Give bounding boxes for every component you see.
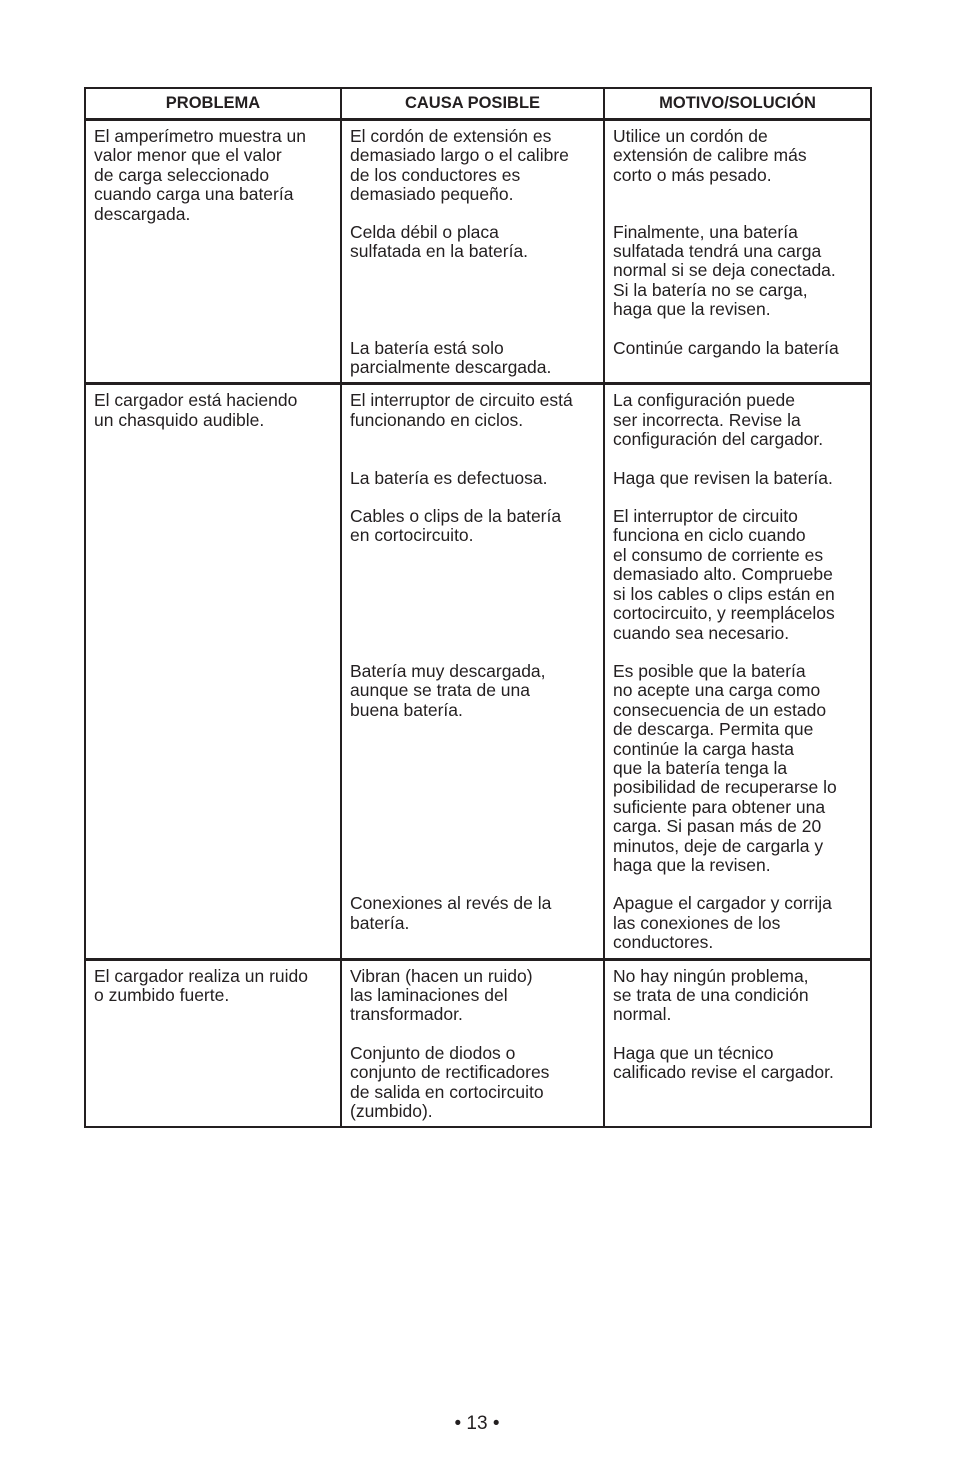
solutions-cell — [604, 384, 871, 959]
cause-item: El cordón de extensión es demasiado largo o el calibre de los conductores es demasiado pequeño. — [350, 126, 569, 205]
problem-cell — [85, 959, 341, 1127]
solution-item: Es posible que la batería no acepte una carga como consecuencia de un estado de descarga. Permita que continúe la carga hasta que la batería tenga la posibilidad de recuperarse lo suficiente para obtener una carga. Si pasan más de 20 minutos, deje de cargarla y haga que la revisen. — [613, 660, 837, 875]
cause-item: Conexiones al revés de la batería. — [350, 893, 552, 933]
cause-item: La batería es defectuosa. — [350, 467, 548, 488]
page-number: • 13 • — [454, 1413, 500, 1434]
solution-item: Utilice un cordón de extensión de calibre más corto o más pesado. — [613, 126, 807, 185]
cause-item: Celda débil o placa sulfatada en la batería. — [350, 221, 529, 262]
cause-item: Batería muy descargada, aunque se trata de una buena batería. — [350, 660, 546, 720]
header-problema: PROBLEMA — [85, 88, 341, 120]
solution-item: Apague el cargador y corrija las conexiones de los conductores. — [613, 893, 832, 953]
solution-item: La configuración puede ser incorrecta. Revise la configuración del cargador. — [613, 390, 824, 450]
solution-item: Haga que revisen la batería. — [613, 467, 833, 488]
table-row — [85, 959, 871, 1127]
cause-item: El interruptor de circuito está funcionando en ciclos. — [350, 390, 573, 430]
causes-cell — [341, 120, 604, 384]
causes-cell — [341, 959, 604, 1127]
cause-item: Vibran (hacen un ruido) las laminaciones del transformador. — [350, 965, 533, 1025]
solutions-cell — [604, 959, 871, 1127]
header-causa-posible: CAUSA POSIBLE — [341, 88, 604, 120]
solution-item: Continúe cargando la batería — [613, 337, 839, 358]
solution-item: El interruptor de circuito funciona en ciclo cuando el consumo de corriente es demasiado alto. Compruebe si los cables o clips están en cortocircuito, y reemplácelos cuando sea necesario. — [613, 506, 835, 643]
causes-cell — [341, 384, 604, 959]
problem-cell — [85, 384, 341, 959]
problem-text: El cargador está haciendo un chasquido audible. — [94, 390, 298, 430]
solution-item: Finalmente, una batería sulfatada tendrá una carga normal si se deja conectada. Si la batería no se carga, haga que la revisen. — [613, 221, 836, 320]
solutions-cell — [604, 120, 871, 384]
cause-item: Conjunto de diodos o conjunto de rectificadores de salida en cortocircuito (zumbido). — [350, 1042, 550, 1122]
problem-cell — [85, 120, 341, 384]
problem-text: El cargador realiza un ruido o zumbido fuerte. — [94, 965, 309, 1005]
table-row — [85, 384, 871, 959]
solution-item: No hay ningún problema, se trata de una condición normal. — [613, 965, 809, 1025]
cause-item: La batería está solo parcialmente descargada. — [350, 337, 552, 378]
problem-text: El amperímetro muestra un valor menor que el valor de carga seleccionado cuando carga una batería descargada. — [94, 126, 307, 224]
table-row — [85, 120, 871, 384]
troubleshooting-table — [84, 87, 872, 1128]
solution-item: Haga que un técnico calificado revise el cargador. — [613, 1042, 834, 1083]
header-row — [85, 88, 871, 120]
header-motivo-solucion: MOTIVO/SOLUCIÓN — [604, 88, 871, 120]
cause-item: Cables o clips de la batería en cortocircuito. — [350, 506, 562, 546]
